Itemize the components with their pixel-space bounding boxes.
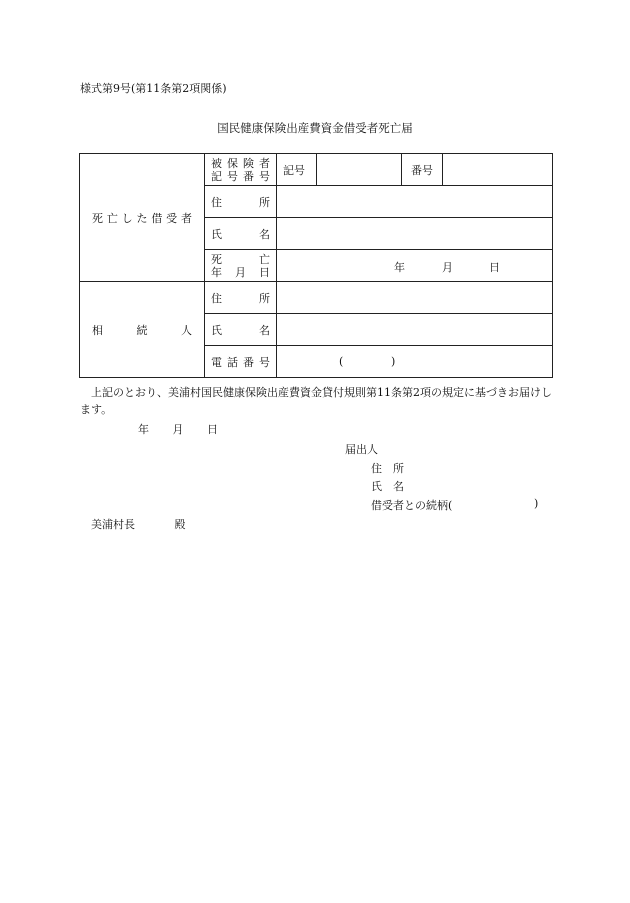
relationship-close: ): [534, 497, 539, 510]
relationship-label: 借受者との続柄(: [371, 499, 453, 512]
deceased-section-label: 死亡した借受者: [80, 154, 205, 282]
number-label: 番号: [402, 154, 443, 186]
phone-paren-open: (: [339, 355, 344, 368]
date-month-label: 月: [442, 261, 453, 274]
number-field[interactable]: [443, 154, 553, 186]
notifier-label: 届出人: [345, 443, 378, 456]
recipient: [91, 516, 186, 532]
date-year-label: 年: [394, 261, 405, 274]
recipient-honorific: 殿: [174, 518, 186, 531]
deceased-address-label: 住 所: [205, 186, 277, 218]
notifier-name-label: 氏 名: [371, 480, 404, 493]
form-title: 国民健康保険出産費資金借受者死亡届: [217, 121, 413, 135]
death-date-label: 死 亡 年月日: [205, 250, 277, 282]
heir-name-field[interactable]: [277, 314, 553, 346]
recipient-name: 美浦村長: [91, 518, 135, 531]
submission-month: 月: [172, 423, 184, 436]
submission-date: [138, 421, 238, 437]
phone-label: 電話番号: [205, 346, 277, 378]
deceased-address-field[interactable]: [277, 186, 553, 218]
submission-year: 年: [138, 423, 149, 436]
notification-table: [79, 153, 553, 378]
heir-address-label: 住 所: [205, 282, 277, 314]
notifier-address-label: 住 所: [371, 462, 404, 475]
phone-field[interactable]: [277, 346, 553, 378]
date-day-label: 日: [489, 261, 500, 274]
symbol-label: 記号: [277, 154, 317, 186]
heir-section-label: 相続人: [80, 282, 205, 378]
phone-paren-close: ): [391, 355, 396, 368]
heir-name-label: 氏 名: [205, 314, 277, 346]
form-number: 様式第9号(第11条第2項関係): [80, 82, 227, 95]
deceased-name-label: 氏 名: [205, 218, 277, 250]
deceased-name-field[interactable]: [277, 218, 553, 250]
heir-address-field[interactable]: [277, 282, 553, 314]
submission-day: 日: [207, 423, 218, 436]
insured-number-label: 被保険者 記号番号: [205, 154, 277, 186]
symbol-field[interactable]: [317, 154, 402, 186]
death-date-field[interactable]: [277, 250, 553, 282]
declaration-text: 上記のとおり、美浦村国民健康保険出産費資金貸付規則第11条第2項の規定に基づきお届けします。: [80, 386, 552, 416]
